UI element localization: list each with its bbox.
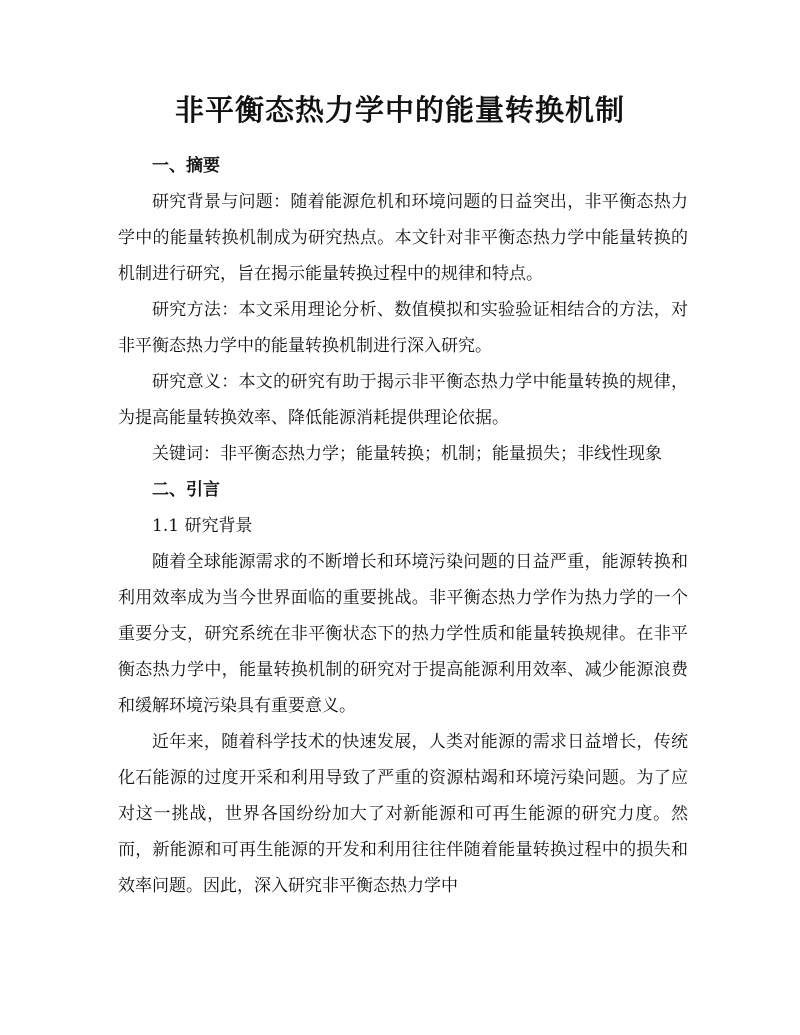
document-body [118, 148, 688, 904]
document-title: 非平衡态热力学中的能量转换机制 [174, 93, 625, 127]
abstract-background-paragraph: 研究背景与问题：随着能源危机和环境问题的日益突出，非平衡态热力学中的能量转换机制成为研究热点。本文针对非平衡态热力学中能量转换的机制进行研究，旨在揭示能量转换过程中的规律和特点。 [118, 192, 688, 284]
section-heading-abstract: 一、摘要 [152, 156, 220, 176]
abstract-method-paragraph: 研究方法：本文采用理论分析、数值模拟和实验验证相结合的方法，对非平衡态热力学中的能量转换机制进行深入研究。 [118, 300, 688, 356]
intro-paragraph-1: 随着全球能源需求的不断增长和环境污染问题的日益严重，能源转换和利用效率成为当今世界面临的重要挑战。非平衡态热力学作为热力学的一个重要分支，研究系统在非平衡状态下的热力学性质和能量转换规律。在非平衡态热力学中，能量转换机制的研究对于提高能源利用效率、减少能源浪费和缓解环境污染具有重要意义。 [118, 552, 688, 716]
abstract-significance-paragraph: 研究意义：本文的研究有助于揭示非平衡态热力学中能量转换的规律，为提高能量转换效率、降低能源消耗提供理论依据。 [118, 372, 688, 428]
intro-paragraph-2: 近年来，随着科学技术的快速发展，人类对能源的需求日益增长，传统化石能源的过度开采和利用导致了严重的资源枯竭和环境污染问题。为了应对这一挑战，世界各国纷纷加大了对新能源和可再生能源的研究力度。然而，新能源和可再生能源的开发和利用往往伴随着能量转换过程中的损失和效率问题。因此，深入研究非平衡态热力学中 [118, 732, 688, 896]
section-heading-introduction: 二、引言 [152, 480, 220, 500]
subsection-heading-background: 1.1 研究背景 [152, 516, 253, 536]
keywords-paragraph: 关键词：非平衡态热力学；能量转换；机制；能量损失；非线性现象 [152, 444, 662, 464]
